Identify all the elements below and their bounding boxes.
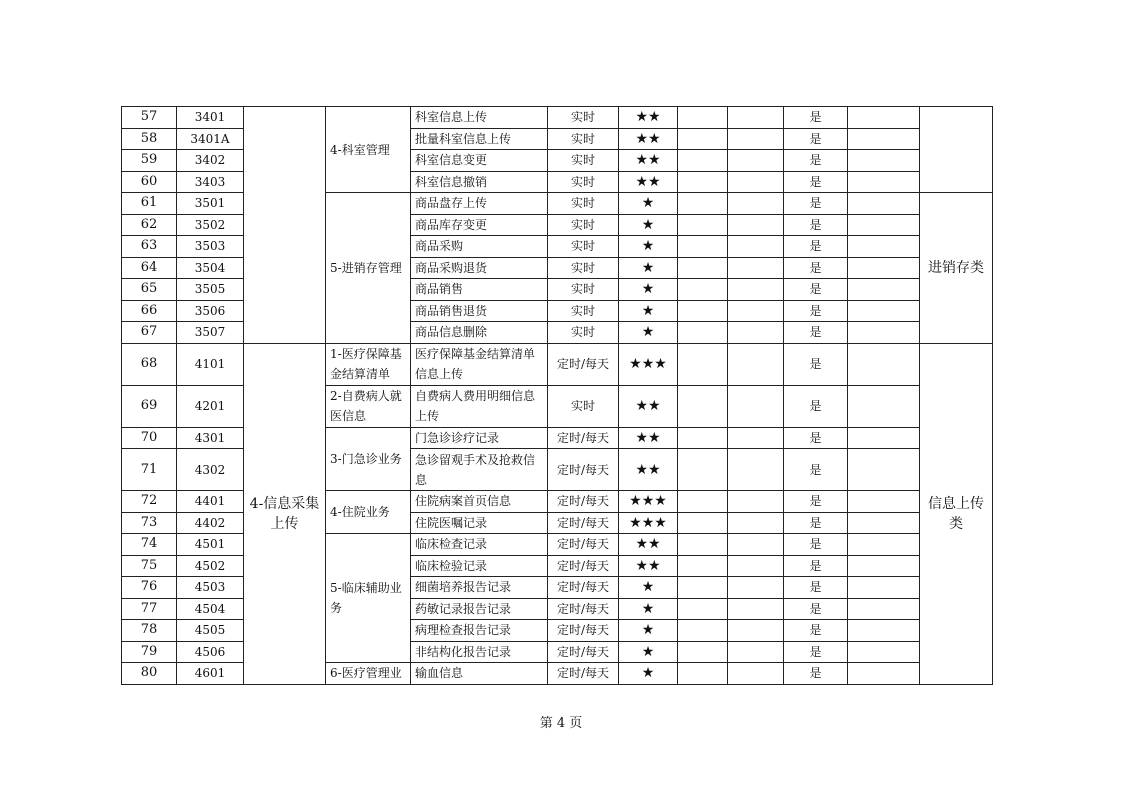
blank-cell [728, 128, 784, 150]
document-table [121, 106, 993, 685]
blank-cell [678, 641, 728, 663]
required-flag: 是 [784, 257, 848, 279]
row-number: 63 [122, 236, 177, 258]
interface-code: 3403 [177, 171, 244, 193]
blank-cell [848, 300, 920, 322]
blank-cell [848, 641, 920, 663]
module-cell: 4-信息采集上传 [244, 343, 326, 684]
interface-name: 门急诊诊疗记录 [411, 427, 548, 449]
blank-cell [728, 512, 784, 534]
row-number: 65 [122, 279, 177, 301]
blank-cell [848, 128, 920, 150]
blank-cell [728, 343, 784, 385]
frequency: 定时/每天 [548, 449, 619, 491]
blank-cell [678, 322, 728, 344]
blank-cell [678, 214, 728, 236]
frequency: 实时 [548, 236, 619, 258]
blank-cell [678, 427, 728, 449]
priority-stars: ★★ [619, 150, 678, 172]
frequency: 定时/每天 [548, 534, 619, 556]
required-flag: 是 [784, 534, 848, 556]
blank-cell [678, 236, 728, 258]
frequency: 定时/每天 [548, 512, 619, 534]
interface-name: 商品采购 [411, 236, 548, 258]
interface-code: 4601 [177, 663, 244, 685]
frequency: 实时 [548, 385, 619, 427]
blank-cell [678, 128, 728, 150]
interface-code: 4503 [177, 577, 244, 599]
table-row [122, 107, 993, 129]
required-flag: 是 [784, 427, 848, 449]
blank-cell [848, 598, 920, 620]
blank-cell [728, 449, 784, 491]
interface-code: 3502 [177, 214, 244, 236]
blank-cell [678, 150, 728, 172]
priority-stars: ★★ [619, 534, 678, 556]
blank-cell [848, 322, 920, 344]
blank-cell [848, 577, 920, 599]
priority-stars: ★ [619, 236, 678, 258]
row-number: 76 [122, 577, 177, 599]
table-row [122, 343, 993, 385]
group-cell: 1-医疗保障基金结算清单 [326, 343, 411, 385]
required-flag: 是 [784, 214, 848, 236]
row-number: 75 [122, 555, 177, 577]
blank-cell [678, 512, 728, 534]
blank-cell [848, 257, 920, 279]
blank-cell [728, 300, 784, 322]
blank-cell [848, 343, 920, 385]
interface-code: 4302 [177, 449, 244, 491]
blank-cell [728, 555, 784, 577]
interface-name: 急诊留观手术及抢救信息 [411, 449, 548, 491]
row-number: 60 [122, 171, 177, 193]
blank-cell [728, 257, 784, 279]
priority-stars: ★★★ [619, 491, 678, 513]
row-number: 72 [122, 491, 177, 513]
frequency: 定时/每天 [548, 620, 619, 642]
required-flag: 是 [784, 300, 848, 322]
blank-cell [848, 555, 920, 577]
blank-cell [728, 193, 784, 215]
priority-stars: ★ [619, 598, 678, 620]
frequency: 实时 [548, 214, 619, 236]
blank-cell [728, 214, 784, 236]
blank-cell [848, 171, 920, 193]
priority-stars: ★ [619, 300, 678, 322]
interface-name: 商品信息删除 [411, 322, 548, 344]
frequency: 实时 [548, 322, 619, 344]
blank-cell [728, 620, 784, 642]
priority-stars: ★★★ [619, 512, 678, 534]
frequency: 实时 [548, 128, 619, 150]
required-flag: 是 [784, 663, 848, 685]
row-number: 68 [122, 343, 177, 385]
row-number: 58 [122, 128, 177, 150]
priority-stars: ★ [619, 214, 678, 236]
frequency: 定时/每天 [548, 343, 619, 385]
blank-cell [678, 663, 728, 685]
group-cell: 4-科室管理 [326, 107, 411, 193]
required-flag: 是 [784, 512, 848, 534]
blank-cell [678, 555, 728, 577]
blank-cell [728, 491, 784, 513]
row-number: 77 [122, 598, 177, 620]
frequency: 定时/每天 [548, 663, 619, 685]
row-number: 64 [122, 257, 177, 279]
blank-cell [848, 663, 920, 685]
blank-cell [678, 171, 728, 193]
row-number: 62 [122, 214, 177, 236]
interface-name: 非结构化报告记录 [411, 641, 548, 663]
blank-cell [848, 385, 920, 427]
blank-cell [728, 663, 784, 685]
blank-cell [678, 300, 728, 322]
required-flag: 是 [784, 577, 848, 599]
interface-code: 3401 [177, 107, 244, 129]
interface-name: 细菌培养报告记录 [411, 577, 548, 599]
interface-code: 3503 [177, 236, 244, 258]
blank-cell [678, 193, 728, 215]
frequency: 定时/每天 [548, 577, 619, 599]
row-number: 71 [122, 449, 177, 491]
interface-name: 商品盘存上传 [411, 193, 548, 215]
interface-code: 3505 [177, 279, 244, 301]
interface-name: 批量科室信息上传 [411, 128, 548, 150]
interface-code: 4502 [177, 555, 244, 577]
blank-cell [728, 385, 784, 427]
category-cell: 信息上传类 [920, 343, 993, 684]
required-flag: 是 [784, 620, 848, 642]
blank-cell [848, 449, 920, 491]
required-flag: 是 [784, 128, 848, 150]
priority-stars: ★★ [619, 128, 678, 150]
blank-cell [848, 150, 920, 172]
blank-cell [678, 620, 728, 642]
row-number: 61 [122, 193, 177, 215]
required-flag: 是 [784, 193, 848, 215]
frequency: 实时 [548, 171, 619, 193]
row-number: 74 [122, 534, 177, 556]
required-flag: 是 [784, 322, 848, 344]
interface-name: 商品库存变更 [411, 214, 548, 236]
interface-code: 3507 [177, 322, 244, 344]
priority-stars: ★ [619, 279, 678, 301]
blank-cell [678, 534, 728, 556]
blank-cell [848, 534, 920, 556]
interface-name: 科室信息变更 [411, 150, 548, 172]
interface-name: 临床检查记录 [411, 534, 548, 556]
row-number: 69 [122, 385, 177, 427]
row-number: 79 [122, 641, 177, 663]
interface-name: 临床检验记录 [411, 555, 548, 577]
frequency: 定时/每天 [548, 555, 619, 577]
page-number: 第 4 页 [539, 716, 583, 731]
blank-cell [728, 107, 784, 129]
priority-stars: ★★ [619, 107, 678, 129]
frequency: 定时/每天 [548, 427, 619, 449]
blank-cell [728, 427, 784, 449]
interface-name: 输血信息 [411, 663, 548, 685]
interface-name: 商品销售退货 [411, 300, 548, 322]
priority-stars: ★★ [619, 427, 678, 449]
required-flag: 是 [784, 641, 848, 663]
interface-code: 4501 [177, 534, 244, 556]
frequency: 定时/每天 [548, 641, 619, 663]
interface-code: 4504 [177, 598, 244, 620]
required-flag: 是 [784, 150, 848, 172]
blank-cell [678, 343, 728, 385]
row-number: 59 [122, 150, 177, 172]
blank-cell [728, 577, 784, 599]
frequency: 实时 [548, 279, 619, 301]
interface-name: 病理检查报告记录 [411, 620, 548, 642]
required-flag: 是 [784, 491, 848, 513]
required-flag: 是 [784, 171, 848, 193]
interface-code: 4506 [177, 641, 244, 663]
interface-name: 药敏记录报告记录 [411, 598, 548, 620]
interface-name: 自费病人费用明细信息上传 [411, 385, 548, 427]
blank-cell [678, 577, 728, 599]
frequency: 实时 [548, 150, 619, 172]
interface-name: 科室信息撤销 [411, 171, 548, 193]
required-flag: 是 [784, 279, 848, 301]
frequency: 实时 [548, 107, 619, 129]
required-flag: 是 [784, 236, 848, 258]
blank-cell [848, 107, 920, 129]
interface-code: 4101 [177, 343, 244, 385]
frequency: 实时 [548, 193, 619, 215]
blank-cell [728, 598, 784, 620]
required-flag: 是 [784, 449, 848, 491]
interface-code: 3401A [177, 128, 244, 150]
row-number: 78 [122, 620, 177, 642]
group-cell: 2-自费病人就医信息 [326, 385, 411, 427]
required-flag: 是 [784, 107, 848, 129]
blank-cell [728, 322, 784, 344]
interface-name: 医疗保障基金结算清单信息上传 [411, 343, 548, 385]
blank-cell [728, 279, 784, 301]
blank-cell [848, 279, 920, 301]
priority-stars: ★★ [619, 385, 678, 427]
blank-cell [848, 193, 920, 215]
interface-code: 4401 [177, 491, 244, 513]
priority-stars: ★★ [619, 555, 678, 577]
blank-cell [848, 214, 920, 236]
interface-code: 4402 [177, 512, 244, 534]
frequency: 定时/每天 [548, 491, 619, 513]
interface-name: 商品采购退货 [411, 257, 548, 279]
interface-name: 住院病案首页信息 [411, 491, 548, 513]
category-cell: 进销存类 [920, 193, 993, 344]
priority-stars: ★ [619, 620, 678, 642]
blank-cell [678, 598, 728, 620]
interface-code: 4201 [177, 385, 244, 427]
group-cell: 3-门急诊业务 [326, 427, 411, 491]
group-cell: 5-临床辅助业务 [326, 534, 411, 663]
frequency: 实时 [548, 300, 619, 322]
interface-code: 3501 [177, 193, 244, 215]
row-number: 70 [122, 427, 177, 449]
row-number: 57 [122, 107, 177, 129]
interface-code: 3504 [177, 257, 244, 279]
interface-code: 4505 [177, 620, 244, 642]
priority-stars: ★★ [619, 171, 678, 193]
blank-cell [678, 107, 728, 129]
blank-cell [728, 641, 784, 663]
priority-stars: ★ [619, 641, 678, 663]
blank-cell [678, 279, 728, 301]
blank-cell [678, 449, 728, 491]
blank-cell [728, 171, 784, 193]
required-flag: 是 [784, 555, 848, 577]
required-flag: 是 [784, 598, 848, 620]
blank-cell [848, 427, 920, 449]
group-cell: 5-进销存管理 [326, 193, 411, 344]
priority-stars: ★★★ [619, 343, 678, 385]
priority-stars: ★ [619, 322, 678, 344]
interface-name: 科室信息上传 [411, 107, 548, 129]
row-number: 66 [122, 300, 177, 322]
interface-name: 住院医嘱记录 [411, 512, 548, 534]
blank-cell [678, 491, 728, 513]
priority-stars: ★ [619, 257, 678, 279]
group-cell: 6-医疗管理业 [326, 663, 411, 685]
row-number: 73 [122, 512, 177, 534]
blank-cell [678, 385, 728, 427]
blank-cell [678, 257, 728, 279]
interface-code: 3506 [177, 300, 244, 322]
blank-cell [728, 534, 784, 556]
priority-stars: ★★ [619, 449, 678, 491]
interface-code: 3402 [177, 150, 244, 172]
required-flag: 是 [784, 385, 848, 427]
row-number: 67 [122, 322, 177, 344]
blank-cell [728, 150, 784, 172]
interface-name: 商品销售 [411, 279, 548, 301]
frequency: 实时 [548, 257, 619, 279]
group-cell: 4-住院业务 [326, 491, 411, 534]
blank-cell [728, 236, 784, 258]
blank-cell [848, 620, 920, 642]
blank-cell [848, 491, 920, 513]
blank-cell [848, 512, 920, 534]
row-number: 80 [122, 663, 177, 685]
module-cell [244, 107, 326, 344]
priority-stars: ★ [619, 663, 678, 685]
priority-stars: ★ [619, 577, 678, 599]
interface-code: 4301 [177, 427, 244, 449]
blank-cell [848, 236, 920, 258]
category-cell [920, 107, 993, 193]
priority-stars: ★ [619, 193, 678, 215]
frequency: 定时/每天 [548, 598, 619, 620]
required-flag: 是 [784, 343, 848, 385]
